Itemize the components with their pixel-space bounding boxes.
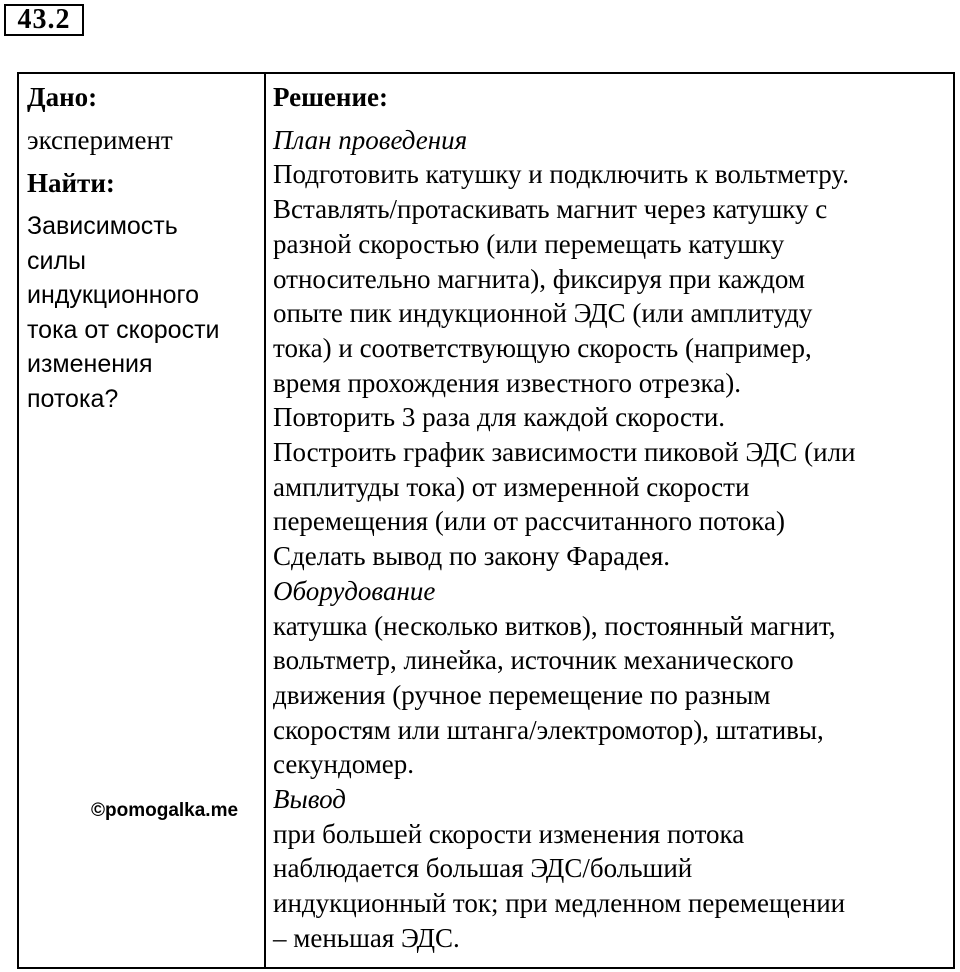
watermark: ©pomogalka.me [91, 800, 239, 821]
plan-text [273, 157, 953, 573]
equipment-text [273, 609, 953, 783]
task-number: 43.2 [4, 4, 84, 36]
plan-line: относительно магнита), фиксируя при каждом [273, 263, 805, 294]
find-line: изменения [27, 350, 153, 378]
equipment-line: секундомер. [273, 749, 415, 780]
conclusion-line: индукционный ток; при медленном перемещении [273, 888, 846, 919]
solution-column [273, 80, 953, 956]
plan-title: План проведения [273, 124, 468, 155]
equipment-line: движения (ручное перемещение по разным [273, 679, 771, 710]
plan-line: Вставлять/протаскивать магнит через катушку с [273, 194, 828, 225]
find-line: тока от скорости [27, 315, 220, 344]
find-line: силы [27, 246, 87, 275]
find-line: индукционного [27, 281, 199, 309]
given-value: эксперимент [27, 125, 173, 155]
conclusion-title: Вывод [273, 784, 346, 815]
conclusion-text [273, 817, 953, 956]
solution-header: Решение: [273, 82, 388, 112]
solution-table [17, 72, 955, 969]
plan-line: Подготовить катушку и подключить к вольтметру. [273, 159, 849, 190]
given-header: Дано: [27, 82, 98, 112]
conclusion-line: наблюдается большая ЭДС/больший [273, 853, 693, 884]
plan-line: Построить график зависимости пиковой ЭДС (или [273, 437, 856, 468]
plan-line: перемещения (или от рассчитанного потока) [273, 506, 785, 537]
conclusion-line: – меньшая ЭДС. [273, 922, 460, 953]
plan-line: тока) и соответствующую скорость (например, [273, 332, 812, 363]
conclusion-line: при большей скорости изменения потока [273, 818, 745, 849]
plan-line: Повторить 3 раза для каждой скорости. [273, 402, 726, 433]
equipment-line: скоростям или штанга/электромотор), штативы, [273, 714, 824, 745]
column-divider [264, 74, 266, 967]
given-column [27, 80, 259, 416]
equipment-line: катушка (несколько витков), постоянный магнит, [273, 610, 836, 641]
find-line: Зависимость [27, 212, 178, 240]
find-text [27, 209, 259, 416]
find-line: потока? [27, 384, 119, 413]
plan-line: опыте пик индукционной ЭДС (или амплитуду [273, 298, 813, 329]
plan-line: амплитуды тока) от измеренной скорости [273, 471, 750, 502]
plan-line: Сделать вывод по закону Фарадея. [273, 541, 670, 572]
plan-line: время прохождения известного отрезка). [273, 367, 741, 398]
plan-line: разной скоростью (или перемещать катушку [273, 228, 785, 259]
equipment-line: вольтметр, линейка, источник механического [273, 645, 794, 676]
equipment-title: Оборудование [273, 575, 436, 606]
find-header: Найти: [27, 168, 115, 198]
